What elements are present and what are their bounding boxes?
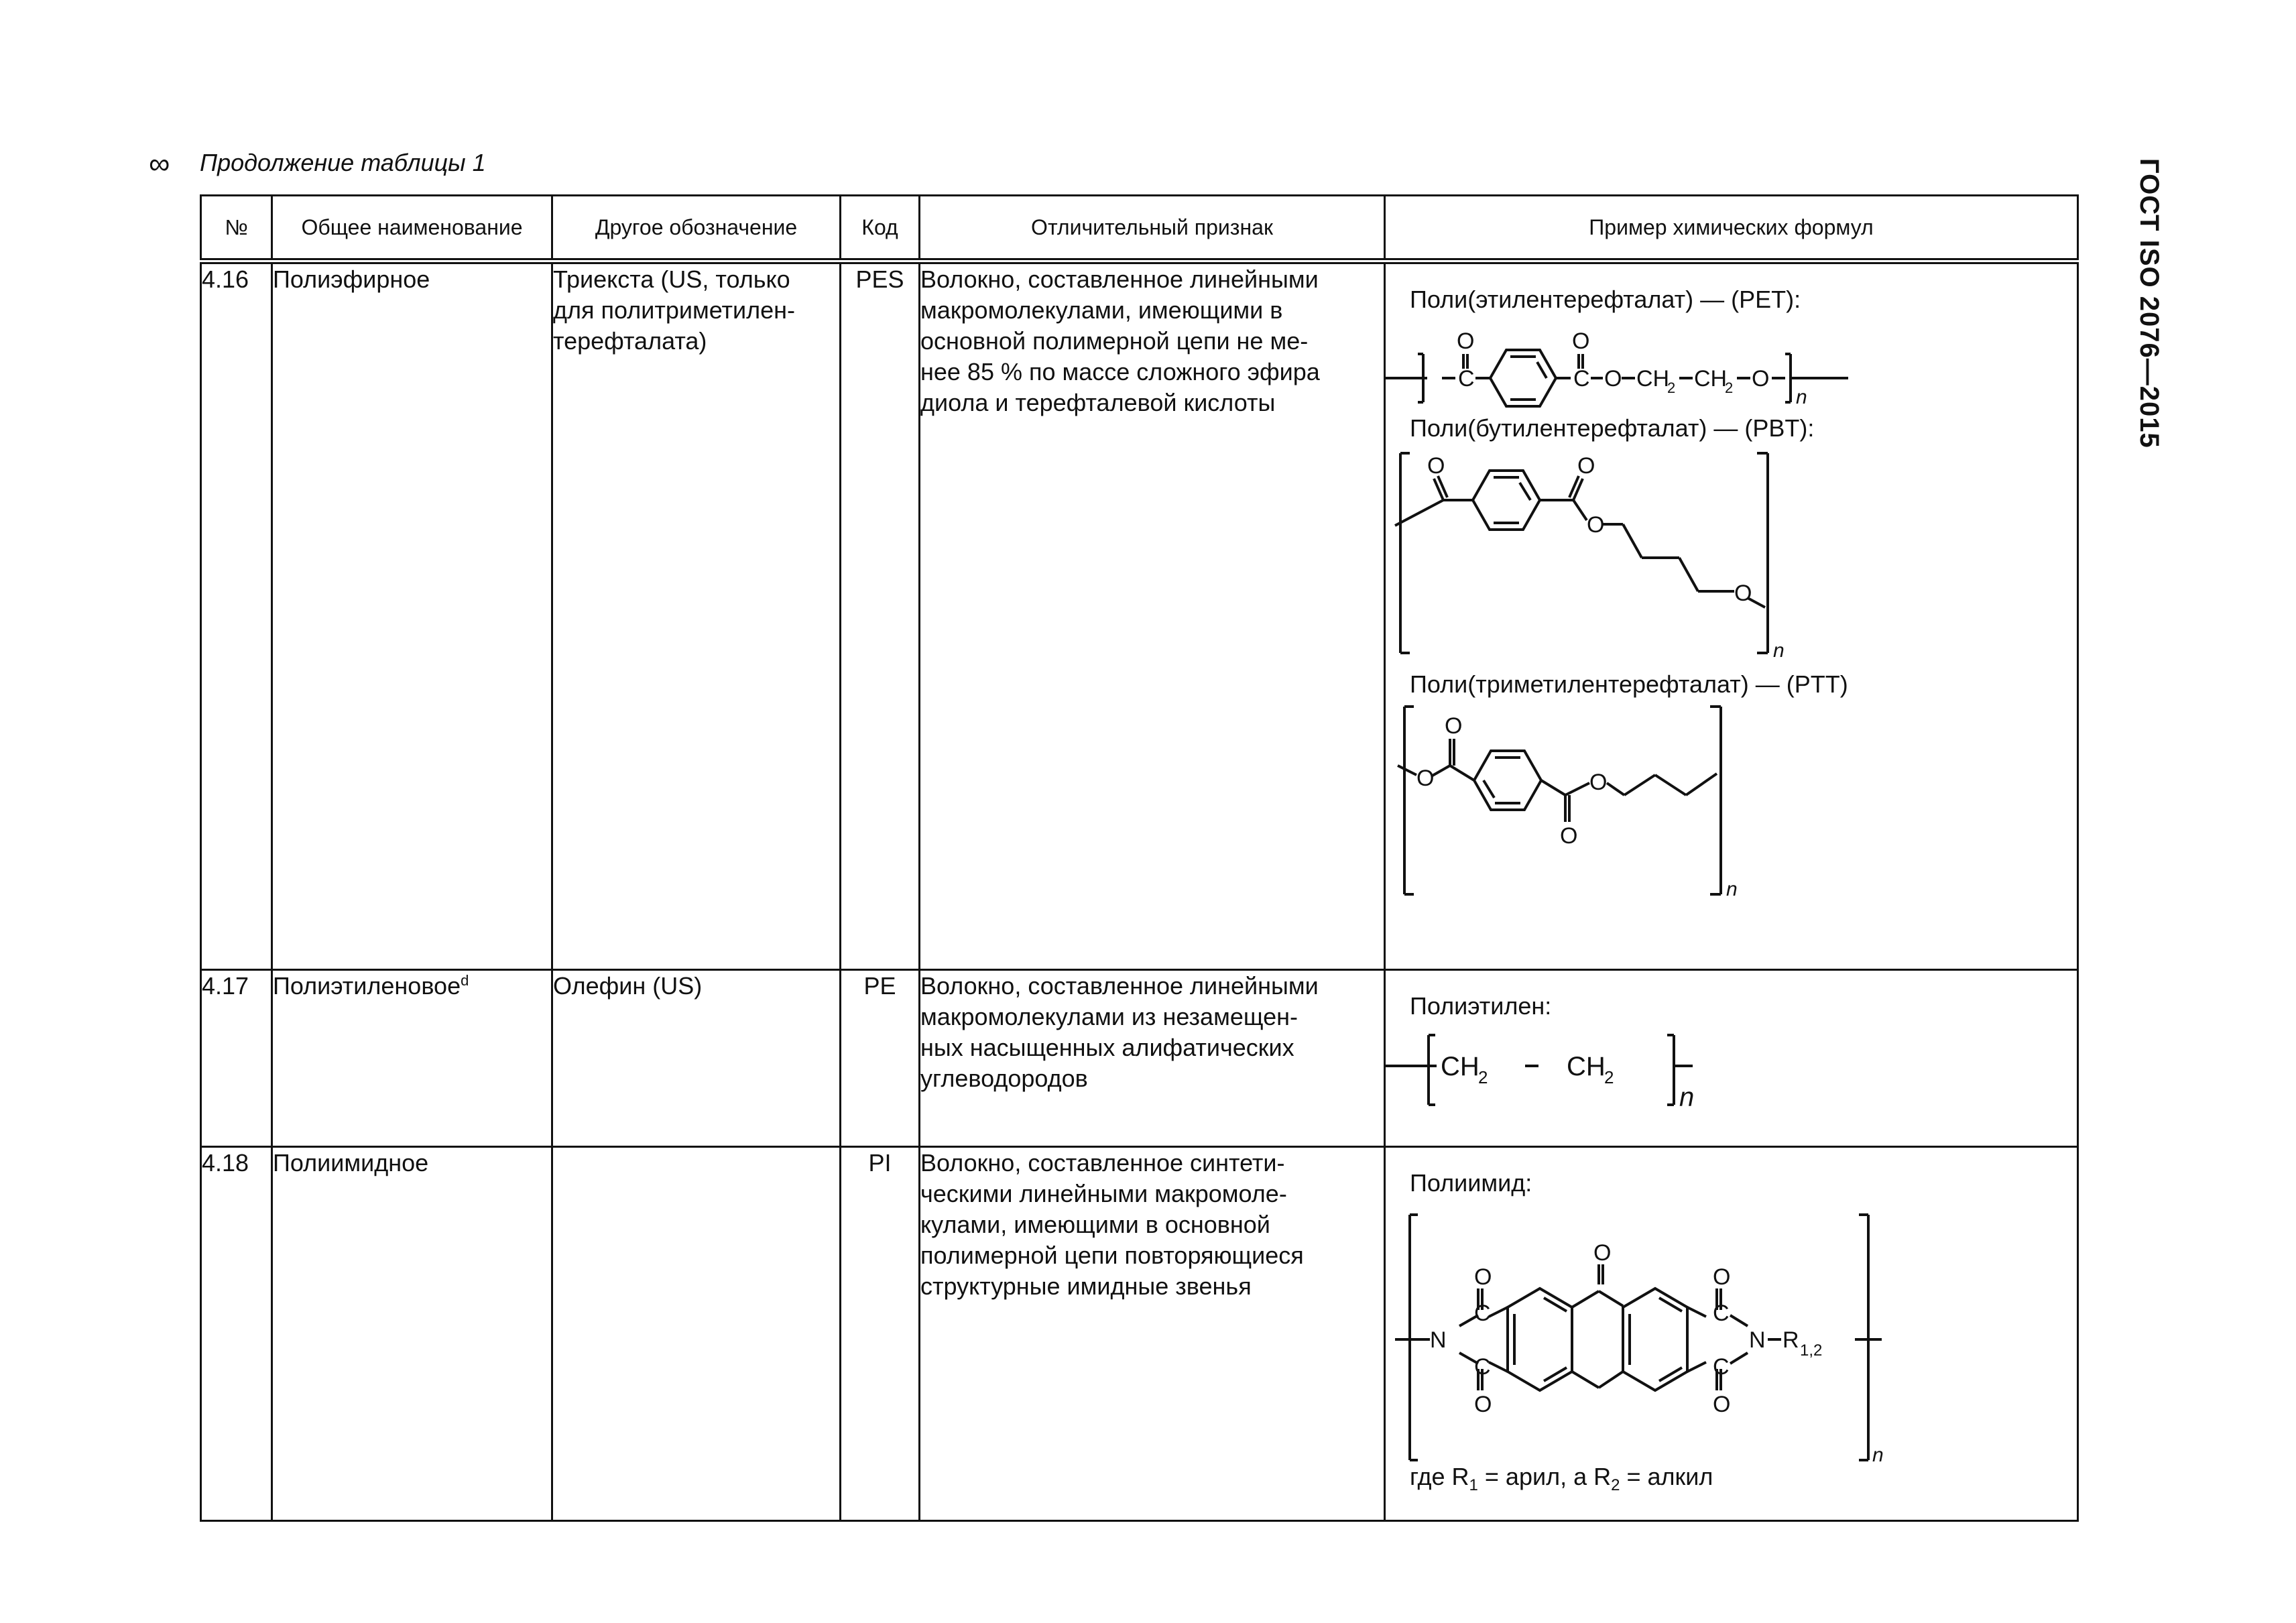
row-other-designation — [552, 1147, 841, 1521]
atom-o: O — [1589, 770, 1608, 795]
pi-footnote — [1410, 1461, 2077, 1495]
header-other-designation: Другое обозначение — [552, 196, 841, 261]
row-other-designation: Олефин (US) — [552, 970, 841, 1147]
row-common-name: Полиэфирное — [272, 261, 552, 970]
atom-c: C — [1713, 1354, 1730, 1380]
text-line: ческими линейными макромоле- — [920, 1180, 1287, 1207]
common-name-text: Полиэтиленовое — [273, 972, 461, 1000]
text-line: ных насыщенных алифатических — [920, 1034, 1294, 1061]
group-ch: CH — [1694, 366, 1728, 392]
ptt-structure — [1386, 700, 2056, 901]
table-row — [201, 1147, 2078, 1521]
footnote-text: = арил, а R — [1477, 1463, 1612, 1490]
atom-o: O — [1734, 581, 1752, 606]
subscript-r: 1,2 — [1800, 1341, 1823, 1360]
text-line: основной полимерной цепи не ме- — [920, 327, 1309, 355]
atom-n: N — [1749, 1327, 1766, 1353]
atom-o: O — [1427, 453, 1445, 479]
footnote-text: = алкил — [1620, 1463, 1713, 1490]
atom-o: O — [1474, 1392, 1492, 1417]
text-line: Волокно, составленное синтети- — [920, 1149, 1285, 1177]
repeat-n: n — [1872, 1444, 1884, 1466]
pe-structure — [1386, 1022, 1788, 1122]
row-formulas — [1385, 970, 2078, 1147]
atom-o: O — [1416, 766, 1435, 791]
repeat-n: n — [1796, 386, 1807, 408]
atom-o: O — [1577, 453, 1595, 479]
text-line: углеводородов — [920, 1065, 1088, 1092]
row-code: PI — [841, 1147, 920, 1521]
row-number: 4.18 — [201, 1147, 272, 1521]
subscript-2: 2 — [1725, 379, 1734, 396]
group-ch: CH — [1567, 1052, 1606, 1081]
row-feature — [920, 970, 1385, 1147]
subscript-2: 2 — [1478, 1067, 1488, 1087]
text-line: терефталата) — [553, 327, 707, 355]
row-formulas — [1385, 1147, 2078, 1521]
atom-o: O — [1474, 1264, 1492, 1290]
atom-c: C — [1458, 366, 1475, 392]
table-row — [201, 261, 2078, 970]
atom-o: O — [1457, 328, 1475, 354]
header-code: Код — [841, 196, 920, 261]
row-feature — [920, 261, 1385, 970]
text-line: кулами, имеющими в основной — [920, 1211, 1270, 1238]
text-line: макромолекулами из незамещен- — [920, 1003, 1298, 1030]
group-ch: CH — [1636, 366, 1670, 392]
atom-c: C — [1474, 1354, 1491, 1380]
group-ch: CH — [1441, 1052, 1479, 1081]
header-distinguishing-feature: Отличительный признак — [920, 196, 1385, 261]
atom-n: N — [1430, 1327, 1447, 1353]
text-line: Волокно, составленное линейными — [920, 972, 1319, 1000]
pbt-structure — [1386, 444, 2056, 678]
table-row — [201, 970, 2078, 1147]
header-formula-example: Пример химических формул — [1385, 196, 2078, 261]
atom-o: O — [1560, 823, 1578, 849]
row-number: 4.16 — [201, 261, 272, 970]
row-number: 4.17 — [201, 970, 272, 1147]
text-line: Волокно, составленное линейными — [920, 265, 1319, 293]
atom-o: O — [1593, 1240, 1612, 1266]
text-line: полимерной цепи повторяющиеся — [920, 1242, 1304, 1269]
repeat-n: n — [1726, 878, 1738, 900]
fiber-table — [200, 194, 2079, 1522]
text-line: макромолекулами, имеющими в — [920, 296, 1283, 324]
text-line: Триекста (US, только — [553, 265, 790, 293]
atom-o: O — [1572, 328, 1590, 354]
row-formulas — [1385, 261, 2078, 970]
header-common-name: Общее наименование — [272, 196, 552, 261]
atom-o: O — [1713, 1392, 1731, 1417]
subscript-2: 2 — [1604, 1067, 1614, 1087]
pet-structure — [1386, 308, 2056, 409]
table-header-row — [201, 196, 2078, 261]
row-feature — [920, 1147, 1385, 1521]
text-line: диола и терефталевой кислоты — [920, 389, 1276, 416]
row-code: PE — [841, 970, 920, 1147]
atom-c: C — [1713, 1301, 1730, 1326]
document-side-header — [2124, 158, 2164, 467]
subscript-2: 2 — [1667, 379, 1676, 396]
header-number: № — [201, 196, 272, 261]
footnote-marker: d — [461, 972, 469, 989]
footnote-sub: 2 — [1611, 1476, 1620, 1495]
repeat-n: n — [1679, 1083, 1695, 1112]
repeat-n: n — [1773, 640, 1785, 662]
text-line: нее 85 % по массе сложного эфира — [920, 358, 1320, 385]
row-common-name: Полиимидное — [272, 1147, 552, 1521]
text-line: для политриметилен- — [553, 296, 796, 324]
row-other-designation — [552, 261, 841, 970]
page-number: ∞ — [149, 147, 170, 180]
footnote-text: где R — [1410, 1463, 1469, 1490]
text-line: структурные имидные звенья — [920, 1272, 1252, 1300]
formula-label-pi: Полиимид: — [1410, 1169, 1532, 1197]
formula-label-pet: Поли(этилентерефталат) — (PET): — [1410, 286, 1801, 313]
atom-o: O — [1604, 366, 1622, 392]
row-common-name — [272, 970, 552, 1147]
formula-label-pbt: Поли(бутилентерефталат) — (PBT): — [1410, 414, 1815, 442]
atom-o: O — [1445, 713, 1463, 739]
row-code: PES — [841, 261, 920, 970]
pi-structure — [1386, 1199, 2056, 1467]
atom-o: O — [1587, 512, 1605, 538]
standard-designation: ГОСТ ISO 2076—2015 — [2134, 158, 2164, 448]
footnote-sub: 1 — [1469, 1476, 1478, 1495]
table-continuation-label: Продолжение таблицы 1 — [200, 149, 486, 176]
formula-label-ptt: Поли(триметилентерефталат) — (PTT) — [1410, 670, 1848, 698]
formula-label-pe: Полиэтилен: — [1410, 992, 1552, 1020]
atom-o: O — [1713, 1264, 1731, 1290]
atom-c: C — [1474, 1301, 1491, 1326]
atom-c: C — [1573, 366, 1590, 392]
group-r: R — [1783, 1327, 1799, 1353]
atom-o: O — [1752, 366, 1770, 392]
